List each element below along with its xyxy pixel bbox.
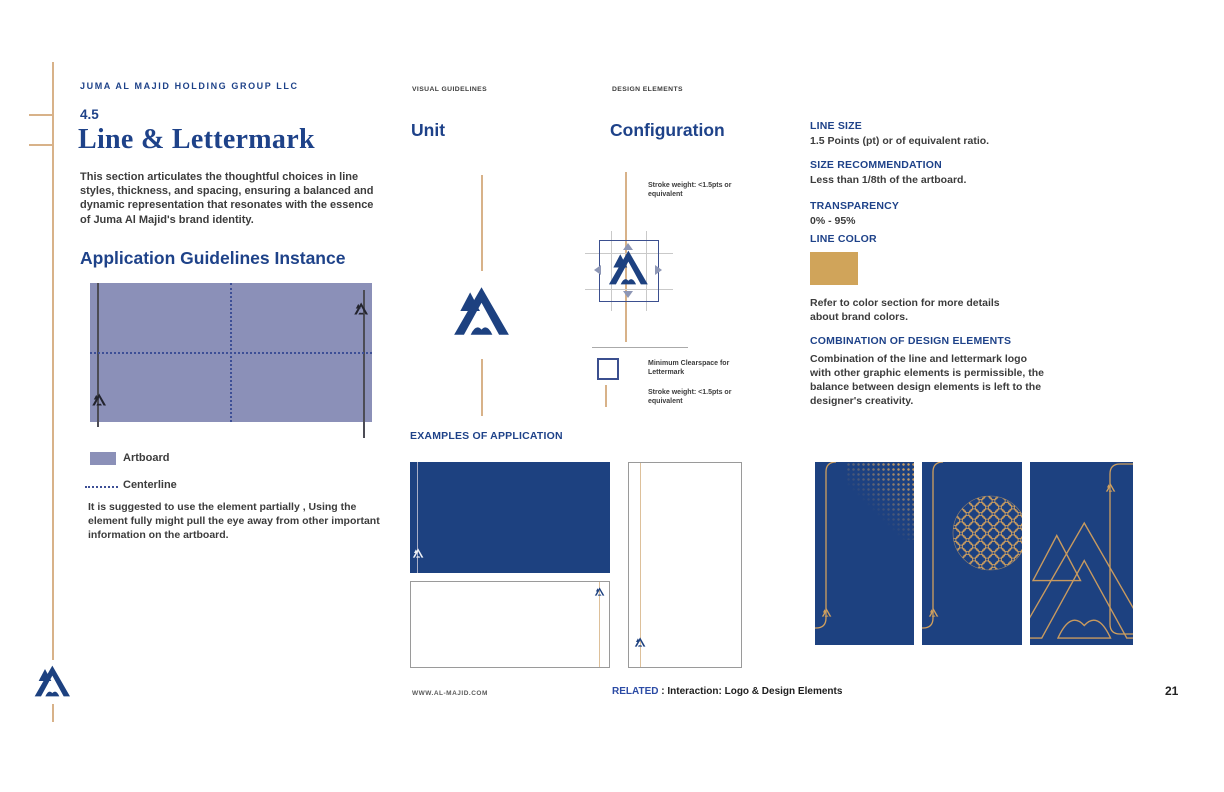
line-color-label: LINE COLOR [810,233,877,245]
clearspace-legend-label: Minimum Clearspace for Lettermark [648,360,730,376]
design-element-card-lettermark [1030,462,1133,645]
intro-paragraph: This section articulates the thoughtful choices in line styles, thickness, and spacing, ensuring a balanced and dynamic representation that resonates with the essence of Juma Al Majid's brand identity. [80,171,374,226]
transparency-label: TRANSPARENCY [810,200,900,212]
artboard-diagram [90,283,372,422]
design-element-card-pattern [815,462,914,645]
size-recommendation-value: Less than 1/8th of the artboard. [810,174,967,186]
centerline-legend-sample [85,486,118,488]
line-size-value: 1.5 Points (pt) or of equivalent ratio. [810,135,990,147]
lettermark-logo [353,302,369,315]
related-label: RELATED [612,686,659,697]
size-recommendation-label: SIZE RECOMMENDATION [810,159,942,171]
margin-rule-line [52,62,54,660]
artboard-legend-label: Artboard [123,452,170,464]
legend-divider [592,347,688,348]
example-artboard-dark [410,462,610,573]
application-guidelines-heading: Application Guidelines Instance [80,248,346,268]
clearspace-legend-swatch [597,358,619,380]
related-value: : Interaction: Logo & Design Elements [658,686,843,697]
clearspace-diagram [591,233,667,309]
lettermark-logo [32,664,72,698]
lettermark-logo [634,637,646,647]
example-artboard-portrait [628,462,742,668]
transparency-value: 0% - 95% [810,215,856,227]
brand-name: JUMA AL MAJID HOLDING GROUP LLC [80,81,299,91]
margin-rule-line-bottom [52,704,54,722]
lettermark-logo [1105,483,1116,492]
page-title: Line & Lettermark [78,124,315,155]
title-tick-mark [29,144,53,146]
unit-eyebrow: VISUAL GUIDELINES [412,86,488,93]
centerline-legend-label: Centerline [123,479,177,491]
unit-line-bottom [481,359,483,416]
section-number: 4.5 [80,107,99,122]
line-size-label: LINE SIZE [810,120,862,132]
lettermark-logo [606,249,650,286]
combination-label: COMBINATION OF DESIGN ELEMENTS [810,335,1012,347]
lettermark-logo [594,587,605,596]
line-color-swatch [810,252,858,285]
lettermark-logo [928,608,939,617]
examples-heading: EXAMPLES OF APPLICATION [410,430,563,442]
artboard-note: It is suggested to use the element partially , Using the element fully might pull the eye away from other important information on the artboard. [88,501,380,542]
website-url: WWW.AL-MAJID.COM [412,690,488,697]
color-note: Refer to color section for more details about brand colors. [810,297,1000,323]
horizontal-centerline [90,352,372,354]
page-number: 21 [1165,684,1179,698]
lettermark-logo [412,548,424,558]
section-tick-mark [29,114,53,116]
geometric-sphere [922,462,1022,645]
stroke-weight-annotation: Stroke weight: <1.5pts or equivalent [648,182,732,198]
related-link [612,686,842,697]
outline-lettermark [1030,462,1133,645]
stroke-legend-sample [605,385,607,407]
design-element-card-sphere [922,462,1022,645]
arrow-right-icon [655,265,662,275]
artboard-legend-swatch [90,452,116,465]
unit-heading: Unit [411,120,446,140]
arrow-left-icon [594,265,601,275]
lettermark-logo [91,393,107,406]
configuration-heading: Configuration [610,120,725,140]
unit-line-top [481,175,483,271]
arrow-down-icon [623,291,633,298]
example-artboard-light [410,581,610,668]
arrow-up-icon [623,243,633,250]
configuration-eyebrow: DESIGN ELEMENTS [612,86,683,93]
combination-text: Combination of the line and lettermark logo with other graphic elements is permissible, the balance between design elements is left to the designer's creativity. [810,353,1044,407]
lettermark-logo [450,285,512,337]
lettermark-logo [821,608,832,617]
line-element [815,462,914,645]
stroke-legend-label: Stroke weight: <1.5pts or equivalent [648,389,732,405]
